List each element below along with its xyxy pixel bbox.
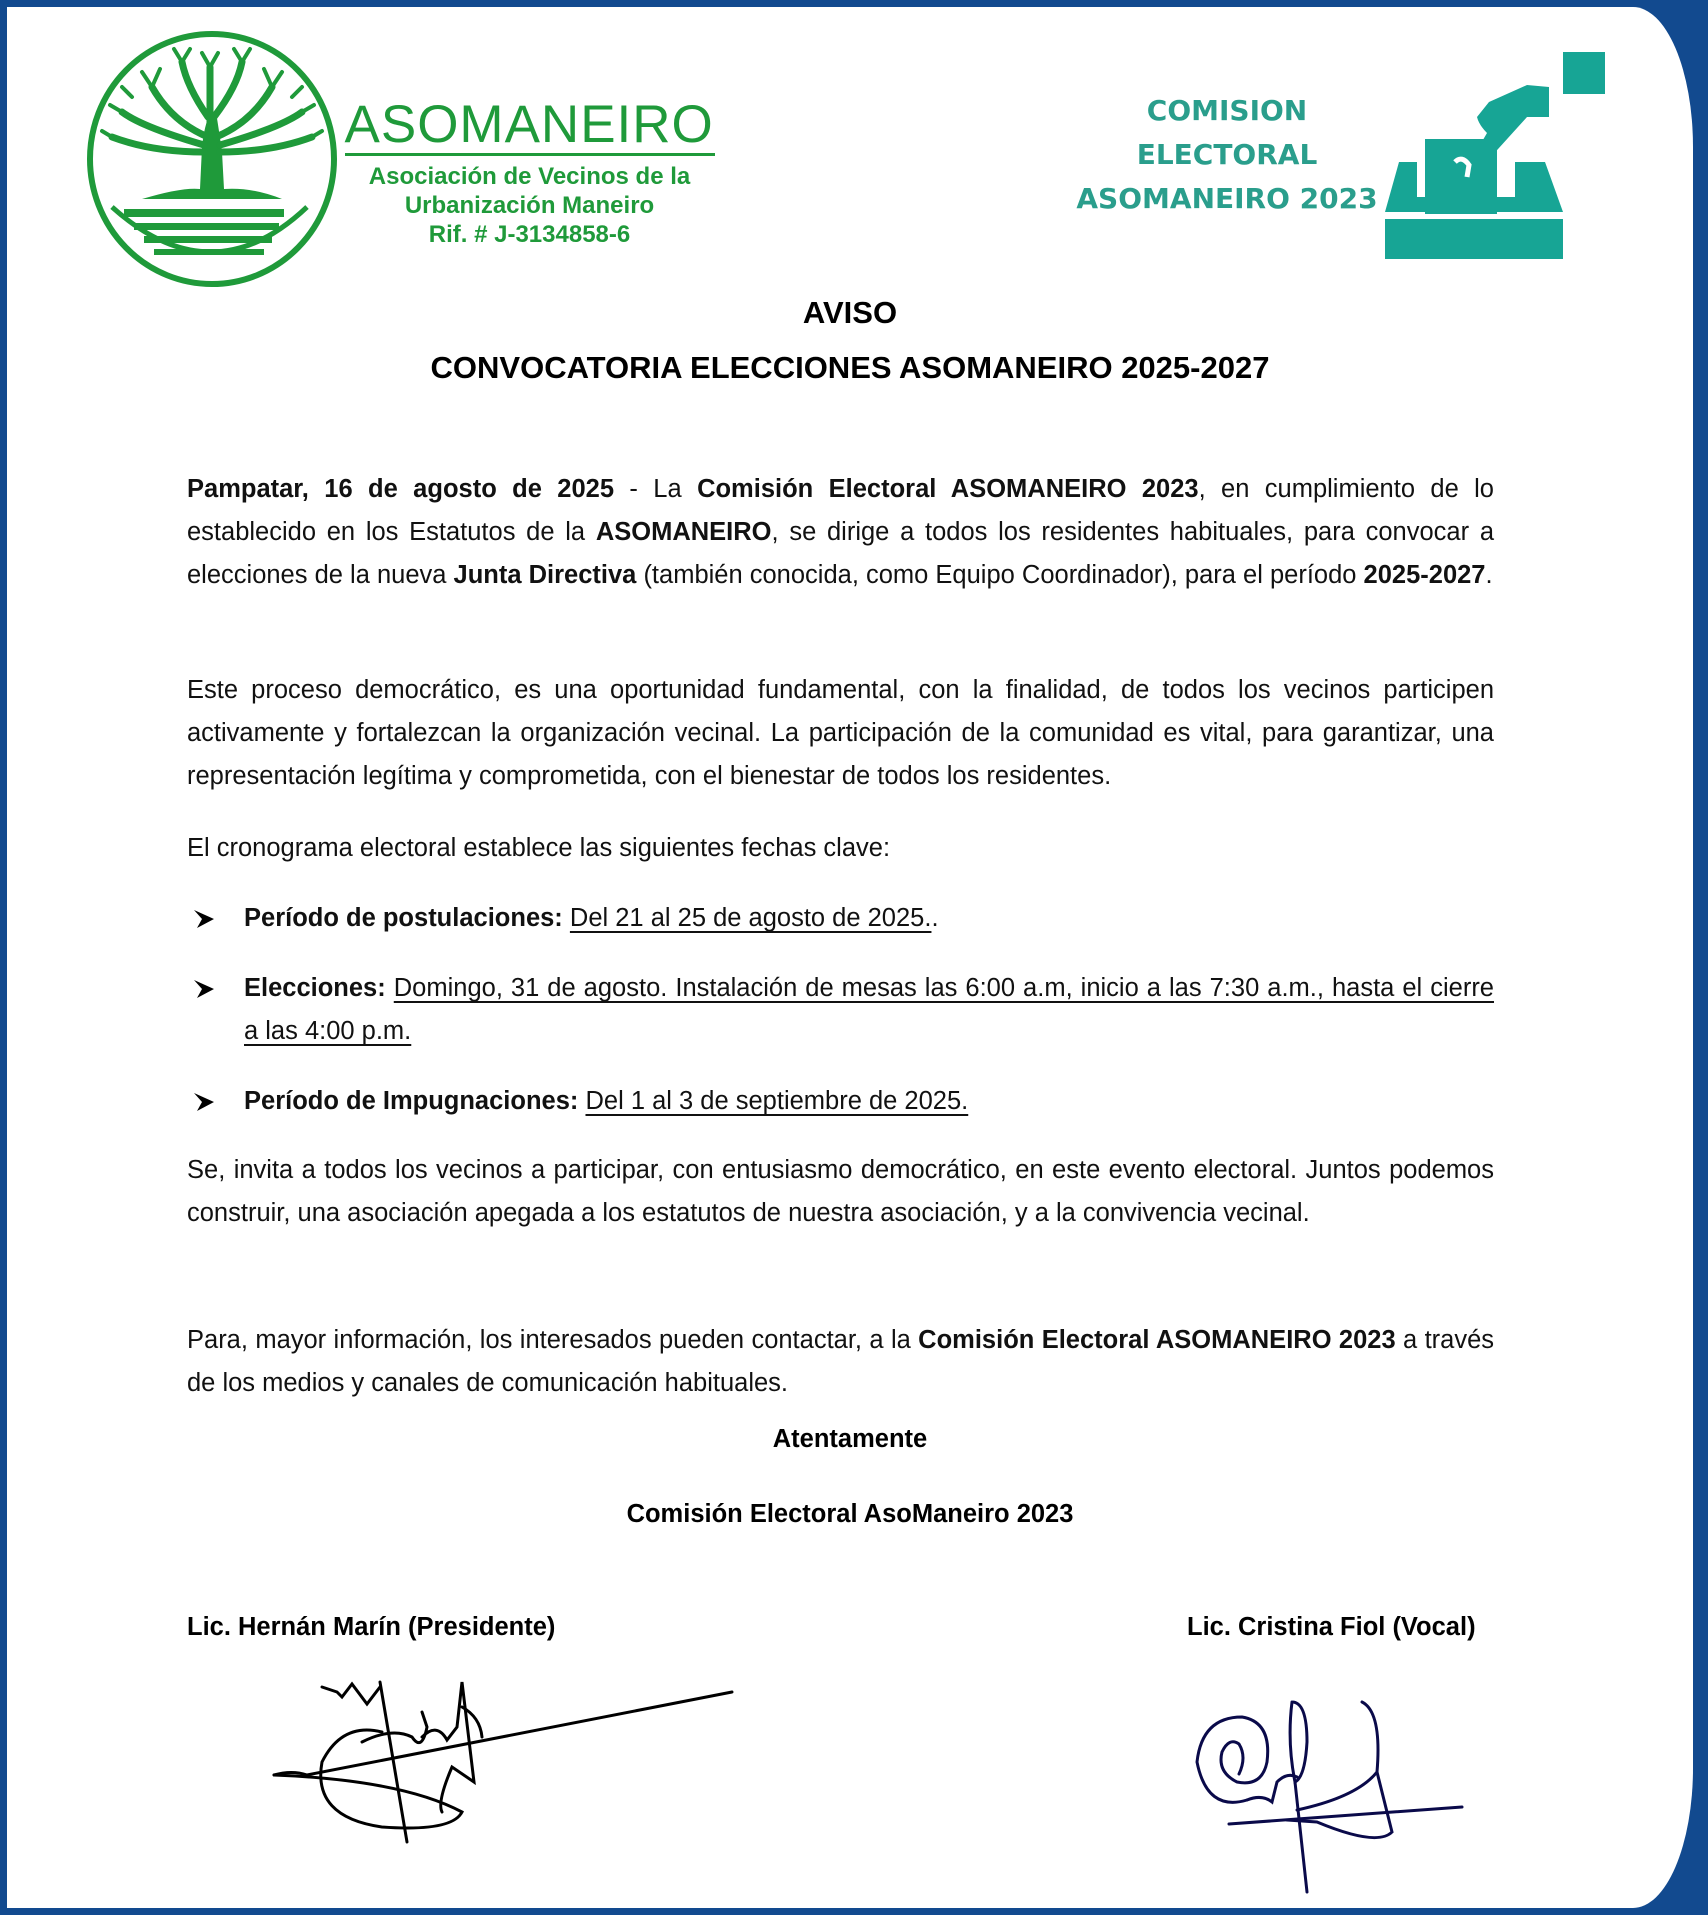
schedule-item-challenges: Período de Impugnaciones: Del 1 al 3 de septiembre de 2025. [187, 1080, 1494, 1123]
brand-name: ASOMANEIRO [344, 95, 714, 154]
tree-circle-logo-icon [82, 27, 342, 292]
ballot-box-icon [1377, 47, 1607, 262]
convocation-title: CONVOCATORIA ELECCIONES ASOMANEIRO 2025-2027 [430, 350, 1270, 385]
association-name-block [342, 97, 717, 249]
contact-paragraph: Para, mayor información, los interesados pueden contactar, a la Comisión Electoral ASOMANEIRO 2023 a través de los medios y canales de comunicación habituales. [187, 1326, 1495, 1397]
schedule-item-nominations: Período de postulaciones: Del 21 al 25 de agosto de 2025.. [187, 897, 1494, 940]
invitation-paragraph: Se, invita a todos los vecinos a participar, con entusiasmo democrático, en este evento electoral. Juntos podemos construir, una asociación apegada a los estatutos de nuestra asociación, y a la convivencia vecinal. [187, 1156, 1494, 1227]
arrow-bullet-icon [193, 979, 215, 999]
signature-president-icon [262, 1662, 742, 1862]
arrow-bullet-icon [193, 1092, 215, 1112]
schedule-intro: El cronograma electoral establece las siguientes fechas clave: [187, 834, 891, 862]
closing-salutation: Atentamente [772, 1425, 928, 1453]
signature-vocal-icon [1167, 1682, 1487, 1902]
schedule-item-elections: Elecciones: Domingo, 31 de agosto. Instalación de mesas las 6:00 a.m, inicio a las 7:30 a.m., hasta el cierre a las 4:00 p.m. [187, 967, 1494, 1053]
intro-paragraph: Pampatar, 16 de agosto de 2025 - La Comisión Electoral ASOMANEIRO 2023, en cumplimiento de lo establecido en los Estatutos de la ASOMANEIRO, se dirige a todos los residentes habituales, para convocar a elecciones de la nueva Junta Directiva (también conocida, como Equipo Coordinador), para el período 2025-2027. [187, 475, 1494, 589]
document-page [7, 7, 1693, 1908]
signer-president: Lic. Hernán Marín (Presidente) [187, 1613, 556, 1641]
signer-vocal: Lic. Cristina Fiol (Vocal) [1187, 1613, 1476, 1641]
association-subtitle: Asociación de Vecinos de la Urbanización Maneiro Rif. # J-3134858-6 [368, 163, 691, 248]
purpose-paragraph: Este proceso democrático, es una oportunidad fundamental, con la finalidad, de todos los vecinos participen activamente y fortalezcan la organización vecinal. La participación de la comunidad es vital, para garantizar, una representación legítima y comprometida, con el bienestar de todos los residentes. [187, 676, 1494, 790]
notice-title: AVISO [802, 295, 898, 330]
arrow-bullet-icon [193, 909, 215, 929]
closing-committee: Comisión Electoral AsoManeiro 2023 [626, 1500, 1074, 1528]
electoral-commission-title: COMISION ELECTORAL ASOMANEIRO 2023 [1076, 94, 1378, 215]
